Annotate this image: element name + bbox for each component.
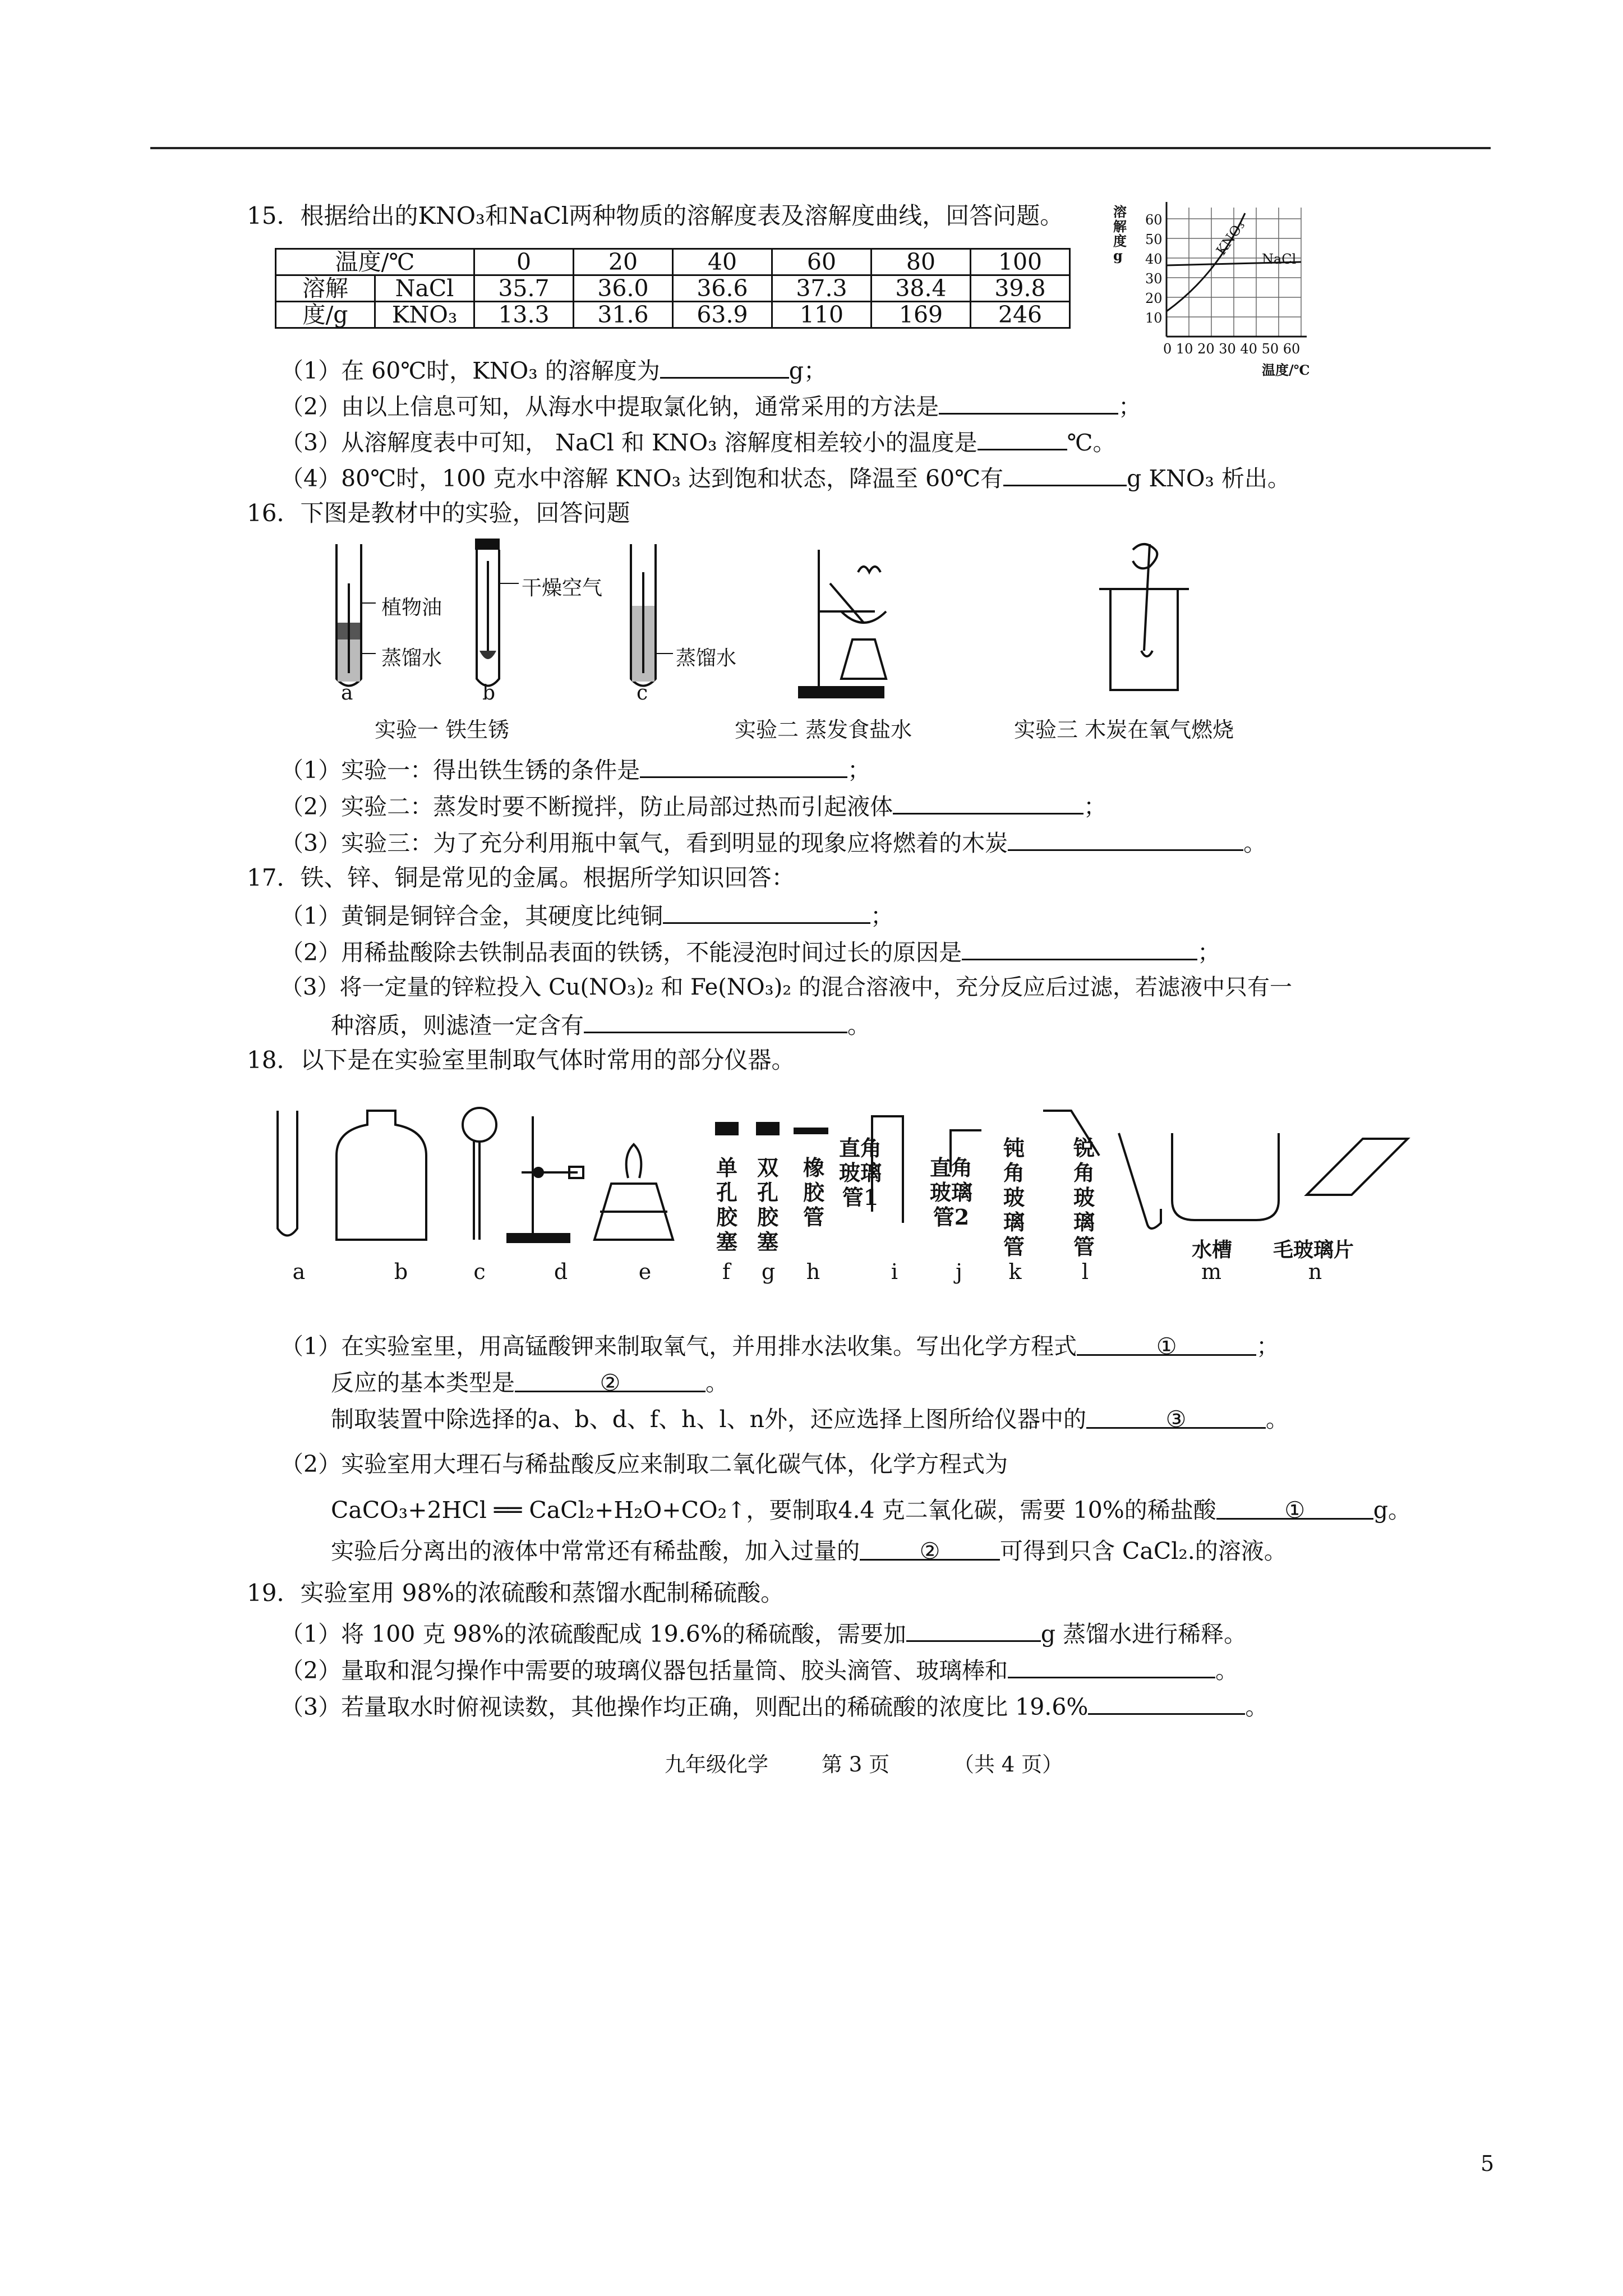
test-tube-b [475,539,500,686]
graph-ytick: 30 [1145,271,1163,287]
q17-sub3-text: 种溶质，则滤渣一定含有 [331,1012,584,1039]
one-hole-stopper-icon [715,1122,739,1135]
graph-ytick: 60 [1145,212,1163,228]
apparatus-label-k: 钝角玻璃管 [1003,1135,1025,1259]
answer-blank-1[interactable]: ① [1077,1329,1256,1356]
q18-sub2-separation-end: 可得到只含 CaCl₂.的溶液。 [1000,1538,1287,1565]
table-cell: 63.9 [673,302,772,328]
answer-blank[interactable] [663,898,870,924]
answer-blank[interactable] [1003,460,1127,486]
q18-sub2-unit: g。 [1373,1497,1412,1524]
apparatus-letter: g [761,1259,776,1284]
apparatus-letter: m [1201,1259,1222,1284]
q18-sub1-text: （1）在实验室里，用高锰酸钾来制取氧气，并用排水法收集。写出化学方程式 [280,1333,1077,1360]
graph-kno3-label: KNO₃ [1213,218,1248,258]
q19-sub3-end: 。 [1245,1694,1269,1720]
q15-sub4-text: （4）80℃时，100 克水中溶解 KNO₃ 达到饱和状态，降温至 60℃有 [280,465,1004,492]
apparatus-label-f: 单孔胶塞 [716,1155,737,1254]
q18-sub1 [280,1329,1279,1363]
tube-letter-b: b [482,682,496,705]
answer-blank[interactable] [1008,825,1243,851]
label-dry-air: 干燥空气 [522,577,603,600]
q15-sub2-end: ； [1118,393,1142,420]
apparatus-letter: d [554,1259,568,1284]
alcohol-lamp-icon [594,1144,673,1240]
footer-page: 第 3 页 [822,1752,890,1777]
q16-sub3-text: （3）实验三：为了充分利用瓶中氧气，看到明显的现象应将燃着的木炭 [280,830,1008,857]
q17-sub2 [280,934,1220,969]
table-cell: 39.8 [971,275,1070,302]
q17-sub2-text: （2）用稀盐酸除去铁制品表面的铁锈，不能浸泡时间过长的原因是 [280,939,962,966]
table-cell: 246 [971,302,1070,328]
caption-experiment-3: 实验三 木炭在氧气燃烧 [1014,717,1234,742]
table-header-sol2: 度/g [276,302,375,328]
apparatus-letter: f [722,1259,731,1284]
q19-sub2-text: （2）量取和混匀操作中需要的玻璃仪器包括量筒、胶头滴管、玻璃棒和 [280,1657,1008,1684]
q16-sub2 [280,788,1106,823]
table-row-label-nacl: NaCl [375,275,474,302]
test-tube-a [336,544,361,686]
q18-sub1-end: ； [1256,1333,1280,1360]
tube-letter-a: a [341,682,353,705]
answer-blank-2[interactable]: ② [515,1366,706,1392]
q16-sub3-end: 。 [1243,830,1267,857]
q16-sub2-end: ； [1083,793,1107,820]
table-cell: 169 [872,302,971,328]
table-cell: 31.6 [574,302,673,328]
q19-sub1-text: （1）将 100 克 98%的浓硫酸配成 19.6%的稀硫酸，需要加 [280,1621,906,1648]
page-number: 5 [1481,2151,1495,2176]
apparatus-label-g: 双孔胶塞 [757,1155,778,1254]
graph-ytick: 10 [1145,310,1163,326]
graph-ytick: 50 [1145,232,1163,247]
graph-xticks: 0 10 20 30 40 50 60 [1163,341,1301,357]
test-tube-icon [278,1111,297,1236]
label-vegetable-oil: 植物油 [381,596,442,619]
apparatus-label-h: 橡胶管 [803,1155,824,1230]
q17-sub3: （3）将一定量的锌粒投入 Cu(NO₃)₂ 和 Fe(NO₃)₂ 的混合溶液中，充分反应后过滤，若滤液中只有一 [280,974,1293,1000]
q17-sub2-end: ； [1197,939,1221,966]
q15-sub1 [280,352,827,388]
funnel-icon [463,1108,496,1142]
q17-sub1-text: （1）黄铜是铜锌合金，其硬度比纯铜 [280,903,663,930]
q15-stem: 15．根据给出的KNO₃和NaCl两种物质的溶解度表及溶解度曲线，回答问题。 [247,202,1064,229]
apparatus-letter: b [394,1259,408,1284]
table-cell: 38.4 [872,275,971,302]
q15-sub2-text: （2）由以上信息可知，从海水中提取氯化钠，通常采用的方法是 [280,393,939,420]
q18-sub1-apparatus-end: 。 [1266,1406,1289,1433]
q15-sub4 [280,460,1290,495]
answer-blank[interactable] [660,352,789,379]
q19-sub1 [280,1616,1247,1651]
q16-sub3 [280,825,1266,860]
q15-sub3-unit: ℃。 [1067,429,1116,456]
q18-sub2-equation [331,1493,1411,1527]
q15-sub1-text: （1）在 60℃时，KNO₃ 的溶解度为 [280,357,660,384]
q15-sub3-text: （3）从溶解度表中可知， NaCl 和 KNO₃ 溶解度相差较小的温度是 [280,429,978,456]
table-cell: 36.0 [574,275,673,302]
q18-sub1-type [331,1366,728,1400]
table-cell: 20 [574,249,673,275]
apparatus-letter: k [1008,1259,1022,1284]
q18-sub1-apparatus-text: 制取装置中除选择的a、b、d、f、h、l、n外，还应选择上图所给仪器中的 [331,1406,1087,1433]
footer-subject: 九年级化学 [665,1752,768,1777]
gas-bottle-icon [336,1111,426,1240]
q19-sub3-text: （3）若量取水时俯视读数，其他操作均正确，则配出的稀硫酸的浓度比 19.6% [280,1694,1089,1720]
q18-sub1-apparatus [331,1402,1289,1436]
label-distilled-water-a: 蒸馏水 [381,647,442,670]
tube-letter-c: c [637,682,648,705]
graph-ytick: 20 [1145,291,1163,306]
q18-sub2-separation [331,1534,1287,1568]
answer-blank[interactable] [906,1616,1041,1642]
table-header-temp: 温度/℃ [276,249,474,275]
glass-plate-icon [1307,1139,1408,1195]
q19-sub1-end: g 蒸馏水进行稀释。 [1040,1621,1247,1648]
answer-blank[interactable] [939,388,1118,415]
q19-sub2 [280,1652,1238,1687]
q15-sub2 [280,388,1141,424]
q16-sub1-end: ； [847,757,871,784]
answer-blank[interactable] [640,752,847,778]
q16-stem: 16．下图是教材中的实验，回答问题 [247,499,630,527]
q18-sub2-separation-text: 实验后分离出的液体中常常还有稀盐酸，加入过量的 [331,1538,860,1565]
caption-experiment-2: 实验二 蒸发食盐水 [735,717,912,742]
answer-blank-4[interactable]: ① [1216,1493,1373,1520]
q19-sub2-end: 。 [1215,1657,1239,1684]
apparatus-letter: a [292,1259,306,1284]
table-cell: 110 [772,302,872,328]
q16-sub1 [280,752,870,787]
apparatus-label-i: 直角玻璃管1 [838,1135,882,1210]
graph-ylabel: 溶解度g [1113,204,1127,264]
q19-sub3 [280,1688,1268,1724]
iron-stand-icon [508,1116,583,1242]
q15-sub4-unit: g KNO₃ 析出。 [1127,465,1290,492]
q18-sub1-type-text: 反应的基本类型是 [331,1369,515,1396]
table-header-sol1: 溶解 [276,275,375,302]
table-cell: 60 [772,249,872,275]
rubber-tube-icon [794,1128,828,1134]
answer-blank[interactable] [1008,1652,1215,1678]
graph-xlabel: 温度/℃ [1262,362,1310,378]
table-cell: 37.3 [772,275,872,302]
water-trough-icon [1172,1133,1279,1220]
q19-stem: 19．实验室用 98%的浓硫酸和蒸馏水配制稀硫酸。 [247,1579,785,1607]
q16-experiment-figure [325,539,1307,707]
two-hole-stopper-icon [756,1122,780,1135]
acute-angle-tube-icon [1119,1133,1161,1228]
apparatus-label-n: 毛玻璃片 [1273,1238,1354,1262]
apparatus-letter: e [638,1259,652,1284]
oxygen-jar [1099,544,1189,690]
table-row-label-kno3: KNO₃ [375,302,474,328]
table-cell: 35.7 [474,275,574,302]
apparatus-letter: i [891,1259,898,1284]
apparatus-letter: c [473,1259,486,1284]
q18-sub2: （2）实验室用大理石与稀盐酸反应来制取二氧化碳气体，化学方程式为 [280,1451,1008,1478]
table-cell: 0 [474,249,574,275]
answer-blank[interactable] [893,788,1083,815]
evaporation-apparatus [799,550,886,697]
q17-sub1-end: ； [870,903,894,930]
q15-sub1-unit: g； [789,357,827,384]
q17-sub3-cont [331,1007,870,1042]
q18-sub2-equation-text: CaCO₃+2HCl ══ CaCl₂+H₂O+CO₂↑，要制取4.4 克二氧化碳，需要 10%的稀盐酸 [331,1497,1216,1524]
apparatus-letter: h [806,1259,820,1284]
q16-sub1-text: （1）实验一：得出铁生锈的条件是 [280,757,640,784]
footer-total: （共 4 页） [953,1752,1063,1777]
answer-blank-5[interactable]: ② [860,1534,1000,1561]
answer-blank[interactable] [978,424,1067,450]
table-cell: 40 [673,249,772,275]
table-cell: 36.6 [673,275,772,302]
q17-sub3-end: 。 [847,1012,870,1039]
top-rule [150,147,1491,149]
apparatus-label-m: 水槽 [1192,1238,1233,1262]
label-distilled-water-c: 蒸馏水 [676,647,737,670]
test-tube-c [631,544,656,686]
q17-stem: 17．铁、锌、铜是常见的金属。根据所学知识回答： [247,864,795,891]
apparatus-label-j: 直角玻璃管2 [929,1155,972,1230]
q16-sub2-text: （2）实验二：蒸发时要不断搅拌，防止局部过热而引起液体 [280,793,893,820]
graph-ytick: 40 [1145,251,1163,267]
answer-blank[interactable] [1088,1688,1245,1715]
apparatus-letter: j [956,1259,962,1284]
table-cell: 13.3 [474,302,574,328]
table-cell: 80 [872,249,971,275]
apparatus-letter: l [1081,1259,1089,1284]
answer-blank-3[interactable]: ③ [1086,1402,1266,1429]
solubility-table [275,248,1071,329]
apparatus-label-l: 锐角玻璃管 [1073,1135,1095,1259]
q15-sub3 [280,424,1115,459]
answer-blank[interactable] [962,934,1197,960]
graph-nacl-label: NaCl [1262,251,1297,267]
caption-experiment-1: 实验一 铁生锈 [375,717,510,742]
q18-sub1-type-end: 。 [706,1369,728,1396]
table-cell: 100 [971,249,1070,275]
apparatus-letter: n [1308,1259,1322,1284]
q17-sub1 [280,898,893,933]
answer-blank[interactable] [584,1007,847,1033]
q18-stem: 18．以下是在实验室里制取气体时常用的部分仪器。 [247,1046,795,1074]
